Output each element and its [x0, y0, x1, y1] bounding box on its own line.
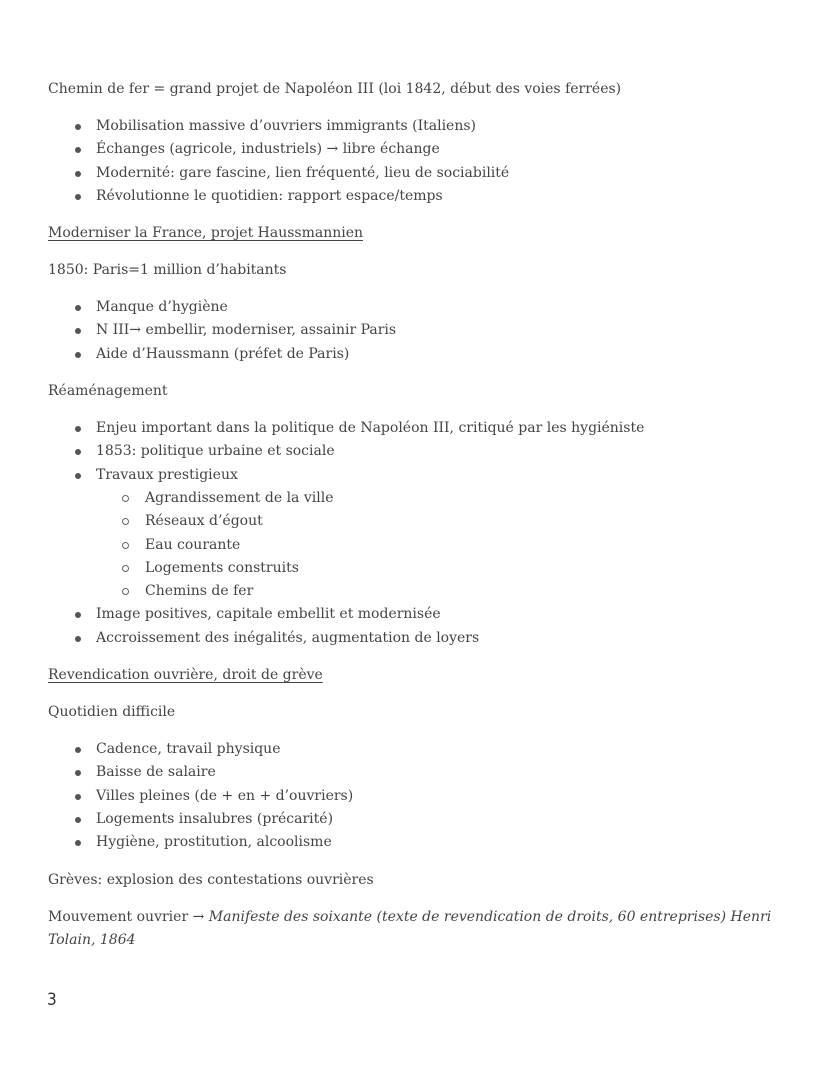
- list-item: Baisse de salaire: [48, 761, 788, 784]
- reamenagement-label: Réaménagement: [48, 383, 168, 400]
- paris-population-paragraph: 1850: Paris=1 million d’habitants: [48, 262, 287, 279]
- sub-list-item: Chemins de fer: [96, 580, 788, 603]
- sub-list-item: Logements construits: [96, 557, 788, 580]
- list-item: Mobilisation massive d’ouvriers immigrants (Italiens): [48, 115, 788, 138]
- section-heading-haussmann: Moderniser la France, projet Haussmannien: [48, 225, 364, 242]
- list-item: [48, 464, 788, 604]
- intro-paragraph: Chemin de fer = grand projet de Napoléon III (loi 1842, début des voies ferrées): [48, 81, 622, 97]
- sub-list-item: Eau courante: [96, 534, 788, 557]
- list-item: Modernité: gare fascine, lien fréquenté, lieu de sociabilité: [48, 162, 788, 185]
- list-item: Aide d’Haussmann (préfet de Paris): [48, 343, 788, 366]
- reamenagement-bullet-list: [48, 417, 788, 650]
- quotidien-bullet-list: [48, 738, 788, 854]
- mouvement-prefix: Mouvement ouvrier →: [48, 908, 209, 925]
- sub-list-item: Agrandissement de la ville: [96, 487, 788, 510]
- document-page: [48, 78, 788, 952]
- paris-bullet-list: [48, 296, 788, 366]
- travaux-sub-list: [96, 487, 788, 603]
- page-number: 3: [47, 990, 57, 1010]
- section-heading-revendication: Revendication ouvrière, droit de grève: [48, 667, 323, 684]
- list-item: Enjeu important dans la politique de Napoléon III, critiqué par les hygiéniste: [48, 417, 788, 440]
- greves-paragraph: Grèves: explosion des contestations ouvrières: [48, 871, 374, 888]
- list-item: Image positives, capitale embellit et modernisée: [48, 603, 788, 626]
- list-item: Révolutionne le quotidien: rapport espace/temps: [48, 185, 788, 208]
- list-item: Cadence, travail physique: [48, 738, 788, 761]
- quotidien-label: Quotidien difficile: [48, 704, 176, 721]
- mouvement-paragraph: [48, 906, 788, 952]
- list-item: Échanges (agricole, industriels) → libre échange: [48, 138, 788, 161]
- list-item: Manque d’hygiène: [48, 296, 788, 319]
- sub-list-item: Réseaux d’égout: [96, 510, 788, 533]
- list-item: 1853: politique urbaine et sociale: [48, 440, 788, 463]
- list-item-label: Travaux prestigieux: [96, 466, 238, 483]
- list-item: Hygiène, prostitution, alcoolisme: [48, 831, 788, 854]
- list-item: N III→ embellir, moderniser, assainir Paris: [48, 319, 788, 342]
- list-item: Logements insalubres (précarité): [48, 808, 788, 831]
- manifeste-text: Manifeste des soixante (texte de revendication de droits, 60 entreprises) Henri Tolain, 1864: [48, 908, 772, 948]
- intro-bullet-list: [48, 115, 788, 208]
- list-item: Villes pleines (de + en + d’ouvriers): [48, 785, 788, 808]
- list-item: Accroissement des inégalités, augmentation de loyers: [48, 627, 788, 650]
